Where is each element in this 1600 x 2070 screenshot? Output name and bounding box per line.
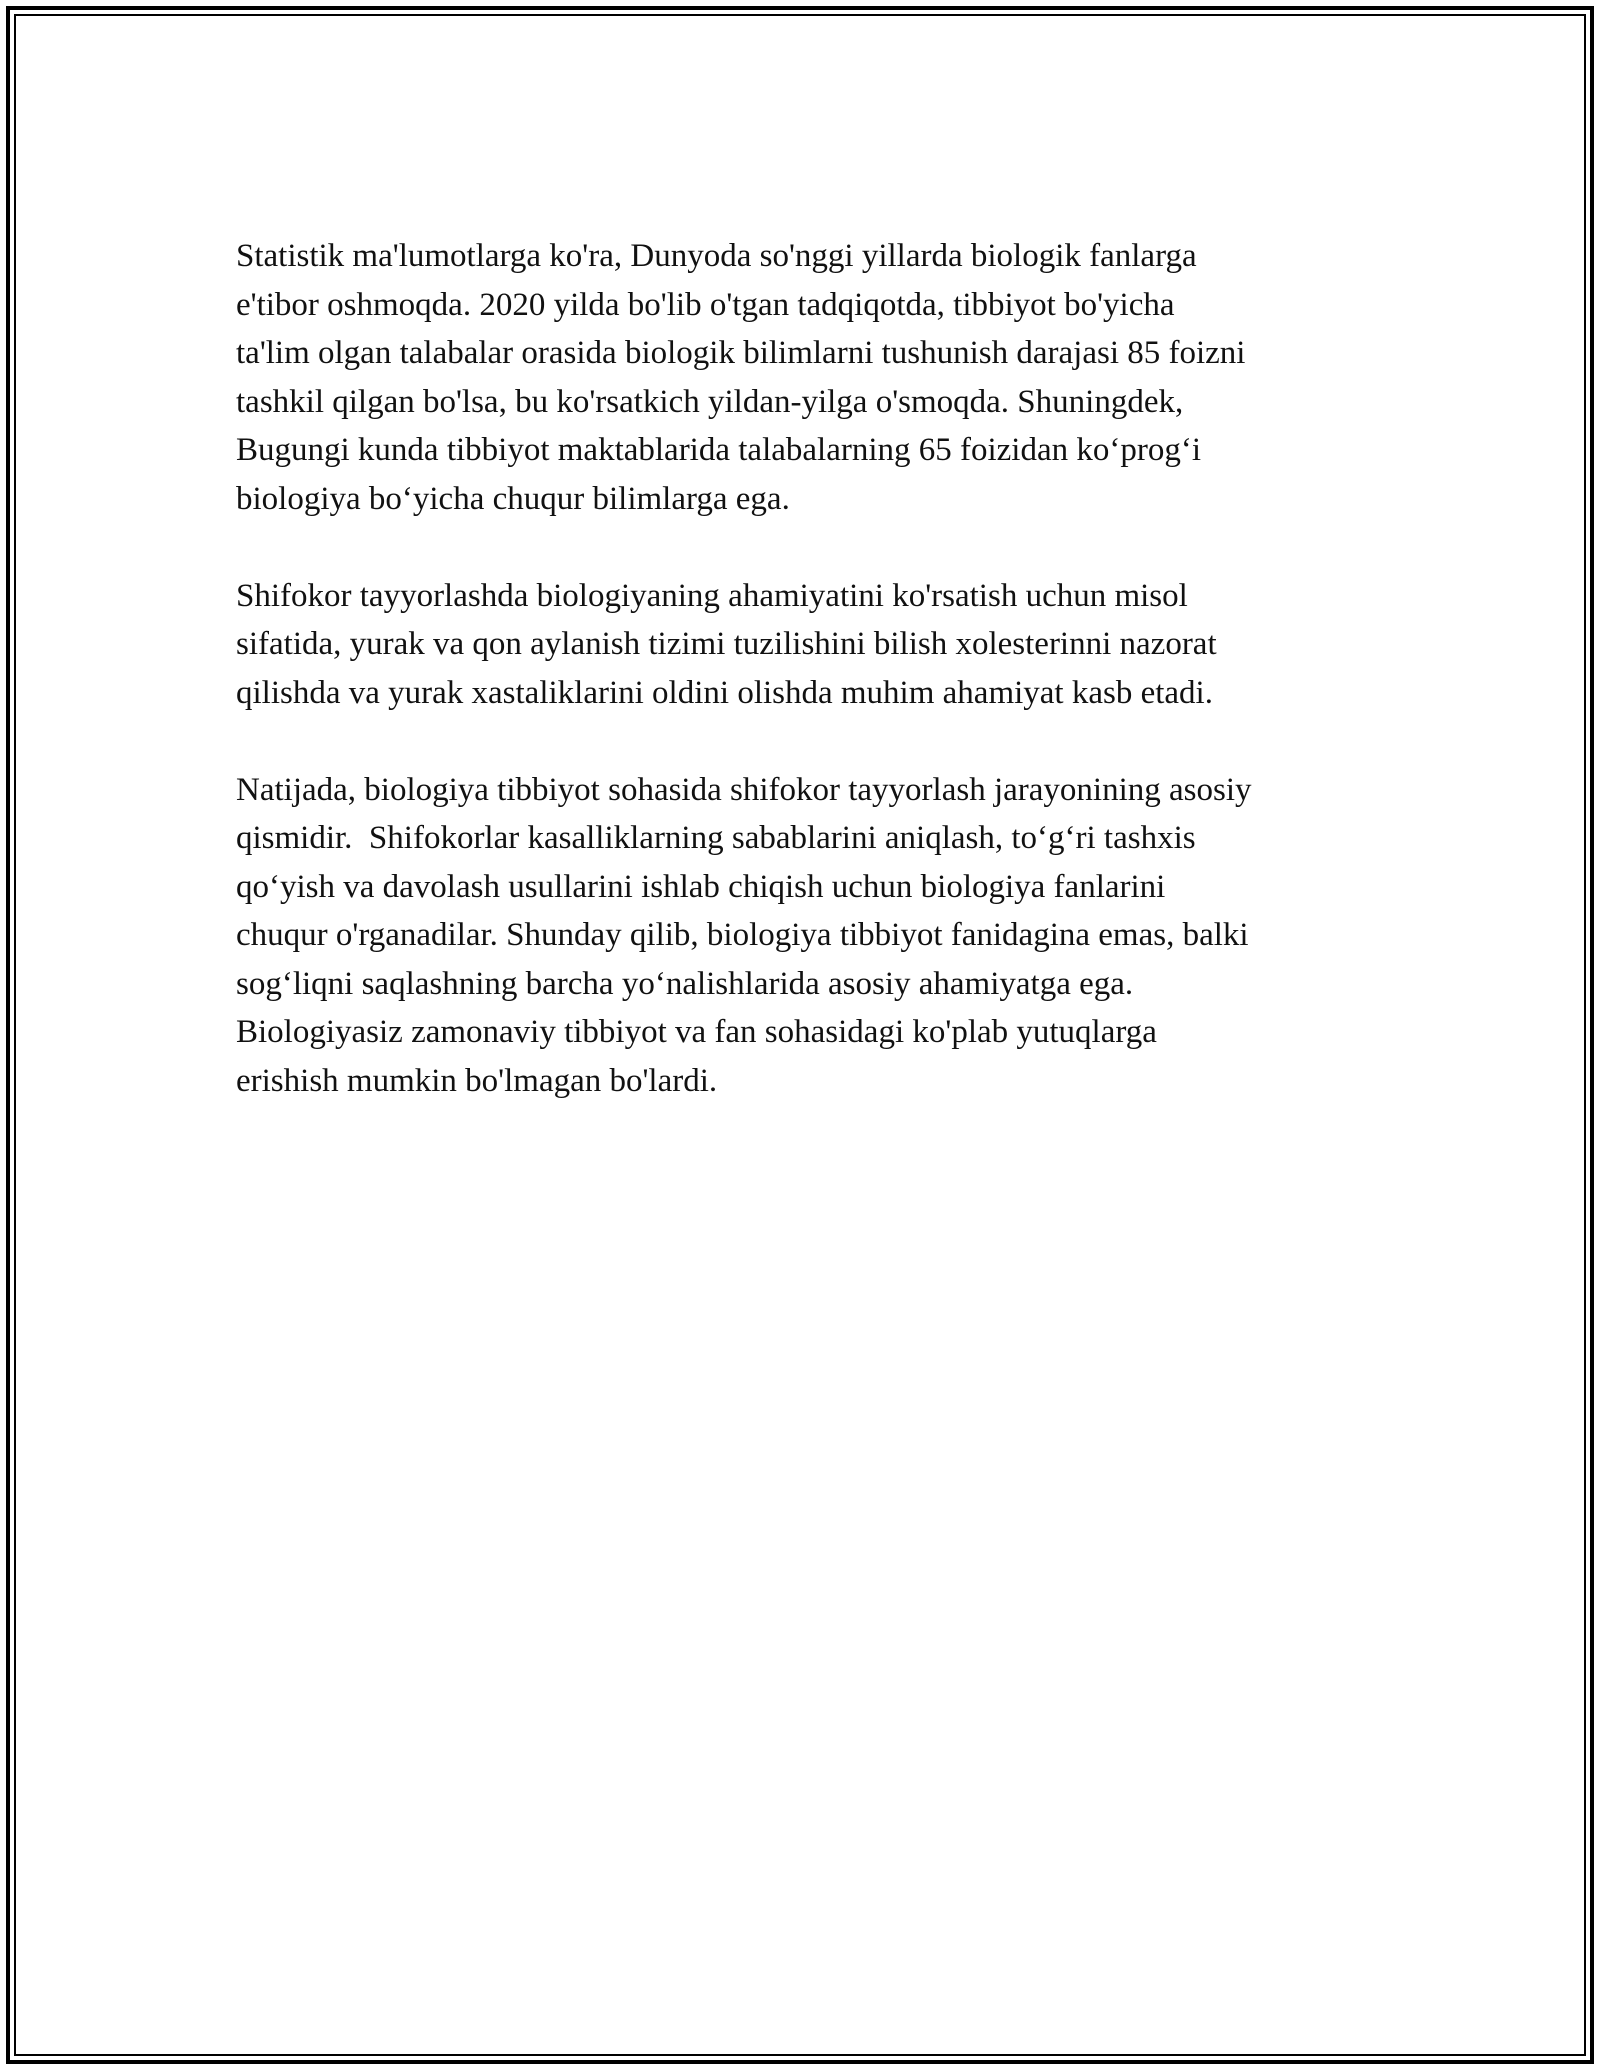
text-line: qo‘yish va davolash usullarini ishlab chiqish uchun biologiya fanlarini: [236, 868, 1166, 905]
text-line: qismidir. Shifokorlar kasalliklarning sabablarini aniqlash, to‘g‘ri tashxis: [236, 820, 1196, 856]
text-line: ta'lim olgan talabalar orasida biologik bilimlarni tushunish darajasi 85 foizni: [236, 335, 1246, 371]
text-line: qilishda va yurak xastaliklarini oldini olishda muhim ahamiyat kasb etadi.: [236, 674, 1213, 711]
text-line: Natijada, biologiya tibbiyot sohasida shifokor tayyorlash jarayonining asosiy: [236, 771, 1252, 808]
text-line: Bugungi kunda tibbiyot maktablarida talabalarning 65 foizidan ko‘prog‘i: [236, 432, 1202, 468]
text-line: sifatida, yurak va qon aylanish tizimi tuzilishini bilish xolesterinni nazorat: [236, 626, 1217, 662]
text-line: biologiya bo‘yicha chuqur bilimlarga ega.: [236, 480, 790, 517]
text-line: Biologiyasiz zamonaviy tibbiyot va fan sohasidagi ko'plab yutuqlarga: [236, 1014, 1157, 1050]
text-line: e'tibor oshmoqda. 2020 yilda bo'lib o'tgan tadqiqotda, tibbiyot bo'yicha: [236, 286, 1175, 323]
text-line: erishish mumkin bo'lmagan bo'lardi.: [236, 1062, 718, 1099]
text-line: Shifokor tayyorlashda biologiyaning ahamiyatini ko'rsatish uchun misol: [236, 577, 1188, 614]
text-line: tashkil qilgan bo'lsa, bu ko'rsatkich yildan-yilga o'smoqda. Shuningdek,: [236, 383, 1184, 420]
paragraph-statistics: [236, 232, 1376, 523]
document-body: [236, 232, 1376, 1154]
text-line: Statistik ma'lumotlarga ko'ra, Dunyoda so'nggi yillarda biologik fanlarga: [236, 238, 1197, 274]
text-line: chuqur o'rganadilar. Shunday qilib, biologiya tibbiyot fanidagina emas, balki: [236, 917, 1249, 953]
text-line: sog‘liqni saqlashning barcha yo‘nalishlarida asosiy ahamiyatga ega.: [236, 965, 1134, 1002]
paragraph-example: [236, 572, 1376, 718]
paragraph-conclusion: [236, 766, 1376, 1106]
